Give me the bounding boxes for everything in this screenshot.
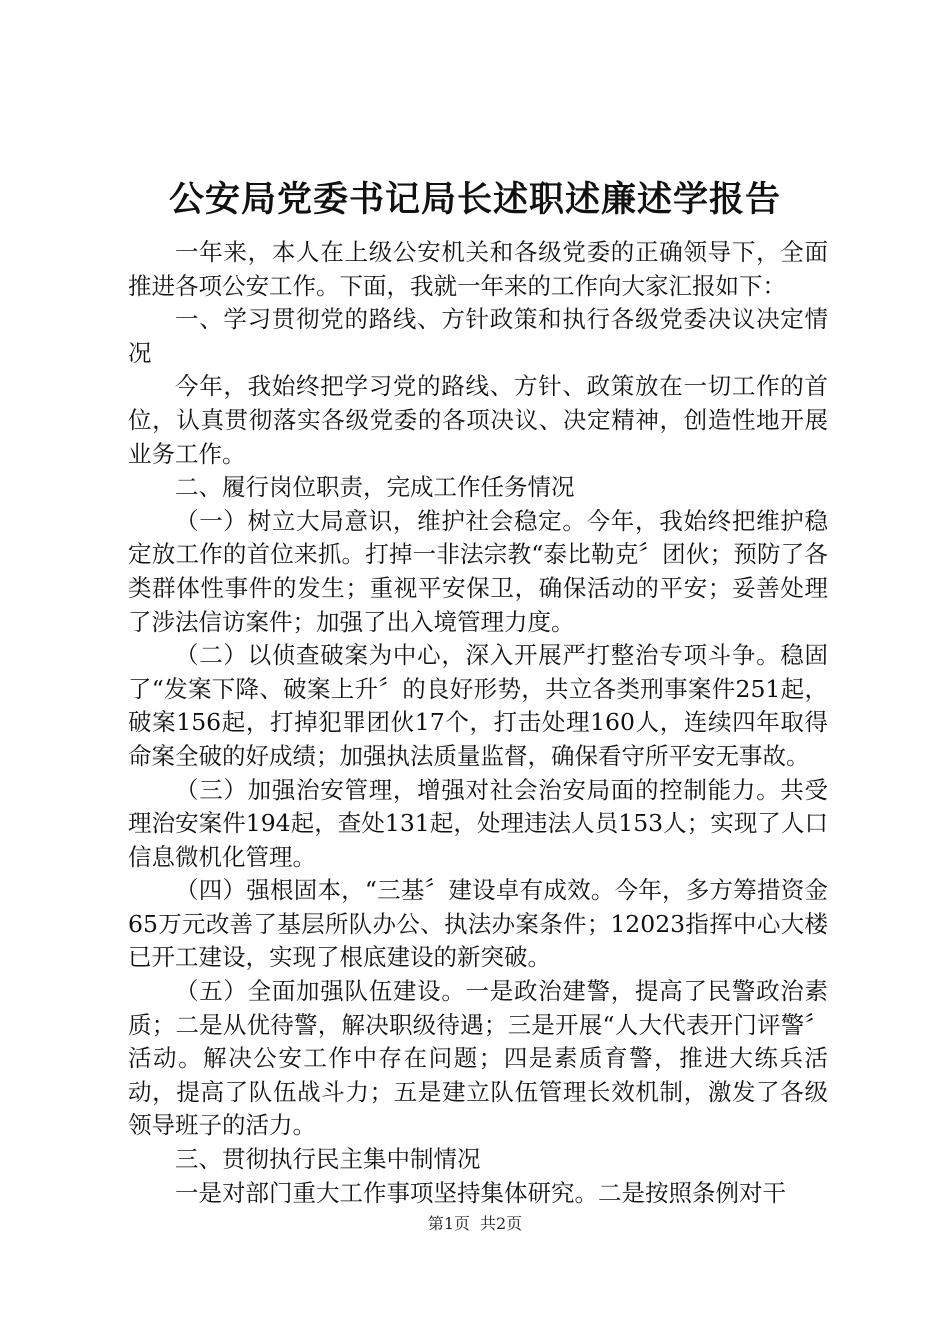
section-heading-1: 一、学习贯彻党的路线、方针政策和执行各级党委决议决定情况 — [128, 305, 828, 367]
document-title: 公安局党委书记局长述职述廉述学报告 — [168, 179, 781, 220]
paragraph: （三）加强治安管理，增强对社会治安局面的控制能力。共受理治安案件194起，查处131起，处理违法人员153人；实现了人口信息微机化管理。 — [128, 775, 828, 871]
page-total: 共2页 — [480, 1214, 523, 1233]
paragraph-intro: 一年来，本人在上级公安机关和各级党委的正确领导下，全面推进各项公安工作。下面，我就一年来的工作向大家汇报如下： — [128, 238, 828, 300]
paragraph: 一是对部门重大工作事项坚持集体研究。二是按照条例对干 — [175, 1178, 786, 1207]
paragraph: （一）树立大局意识，维护社会稳定。今年，我始终把维护稳定放工作的首位来抓。打掉一非法宗教“泰比勒克〞团伙；预防了各类群体性事件的发生；重视平安保卫，确保活动的平安；妥善处理了涉法信访案件；加强了出入境管理力度。 — [128, 506, 828, 636]
page-number: 第1页 — [427, 1214, 470, 1233]
paragraph: （四）强根固本，“三基〞建设卓有成效。今年，多方筹措资金65万元改善了基层所队办公、执法办案条件；12023指挥中心大楼已开工建设，实现了根底建设的新突破。 — [128, 876, 828, 972]
paragraph: 今年，我始终把学习党的路线、方针、政策放在一切工作的首位，认真贯彻落实各级党委的各项决议、决定精神，创造性地开展业务工作。 — [128, 372, 828, 468]
page-footer — [0, 1213, 950, 1235]
paragraph: （五）全面加强队伍建设。一是政治建警，提高了民警政治素质；二是从优待警，解决职级待遇；三是开展“人大代表开门评警〞活动。解决公安工作中存在问题；四是素质育警，推进大练兵活动，提高了队伍战斗力；五是建立队伍管理长效机制，激发了各级领导班子的活力。 — [128, 977, 828, 1140]
section-heading-2: 二、履行岗位职责，完成工作任务情况 — [175, 473, 575, 502]
document-body — [128, 236, 828, 1210]
section-heading-3: 三、贯彻执行民主集中制情况 — [175, 1145, 481, 1174]
paragraph: （二）以侦查破案为中心，深入开展严打整治专项斗争。稳固了“发案下降、破案上升〞的良好形势，共立各类刑事案件251起，破案156起，打掉犯罪团伙17个，打击处理160人，连续四年取得命案全破的好成绩；加强执法质量监督，确保看守所平安无事故。 — [128, 641, 828, 770]
